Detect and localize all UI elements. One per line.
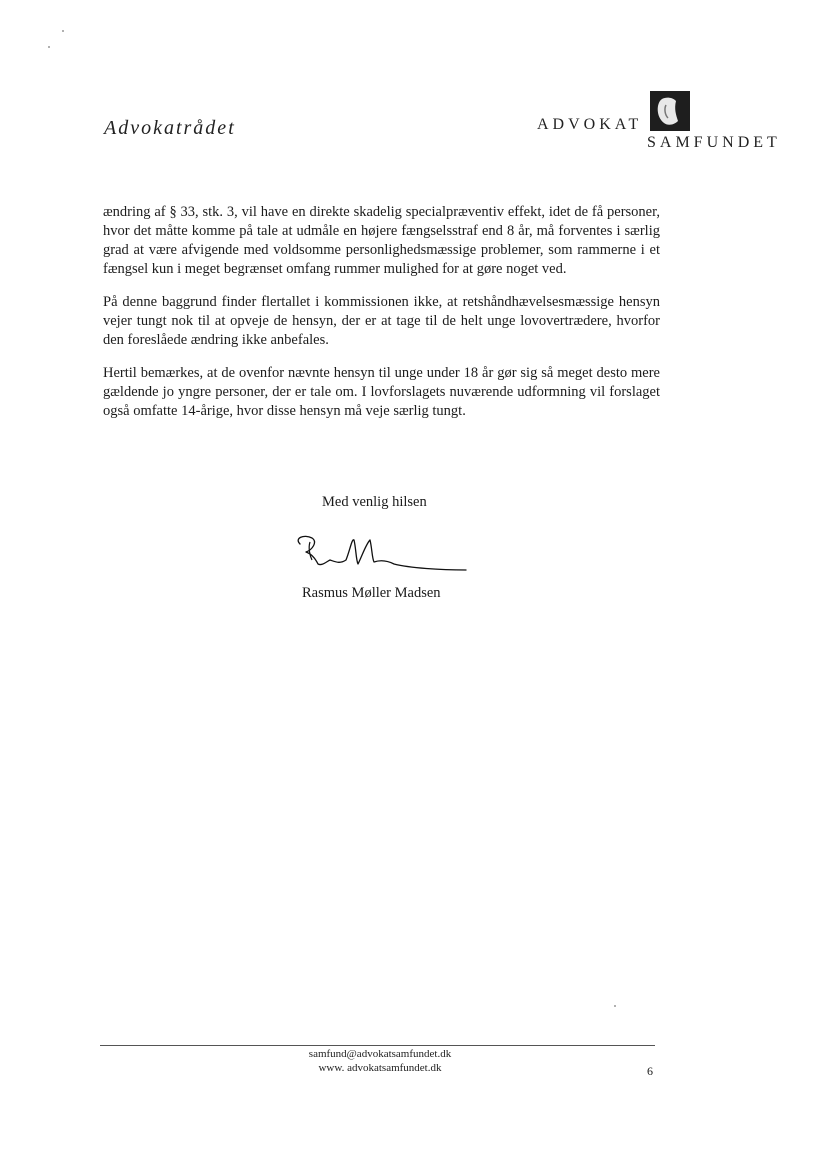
scan-speck — [614, 1005, 616, 1007]
paragraph-3: Hertil bemærkes, at de ovenfor nævnte hensyn til unge under 18 år gør sig så meget desto mere gældende jo yngre personer, der er tale om. I lovforslagets nuværende udformning vil forslaget også omfatte 14-årige, hvor disse hensyn må veje særlig tungt. — [103, 365, 660, 419]
paragraph-2: På denne baggrund finder flertallet i kommissionen ikke, at retshåndhævelsesmæssige hensyn vejer tungt nok til at opveje de hensyn, der er at tage til de helt unge lovovertrædere, hvorfor den foreslåede ændring ikke anbefales. — [103, 294, 660, 348]
footer-email: samfund@advokatsamfundet.dk — [308, 1048, 452, 1060]
scan-speck — [48, 46, 50, 48]
closing-greeting: Med venlig hilsen — [322, 494, 427, 510]
letter-body — [103, 203, 660, 435]
footer-divider — [100, 1045, 655, 1046]
signer-name: Rasmus Møller Madsen — [302, 585, 441, 601]
logo-text-samfundet: SAMFUNDET — [647, 134, 781, 151]
scan-speck — [62, 30, 64, 32]
advokatraadet-heading: Advokatrådet — [104, 117, 236, 139]
advokatsamfundet-logo-icon — [648, 89, 692, 133]
footer-website: www. advokatsamfundet.dk — [318, 1062, 442, 1074]
handwritten-signature — [290, 530, 470, 580]
page-number: 6 — [647, 1064, 653, 1078]
paragraph-1: ændring af § 33, stk. 3, vil have en direkte skadelig specialpræventiv effekt, idet de få personer, hvor det måtte komme på tale at udmåle en højere fængselsstraf end 8 år, må forventes i særlig grad at være afvigende med voldsomme personlighedsmæssige problemer, som rammerne i et fængsel kun i meget begrænset omfang rummer mulighed for at gøre noget ved. — [103, 204, 660, 277]
logo-text-advokat: ADVOKAT — [537, 116, 643, 133]
